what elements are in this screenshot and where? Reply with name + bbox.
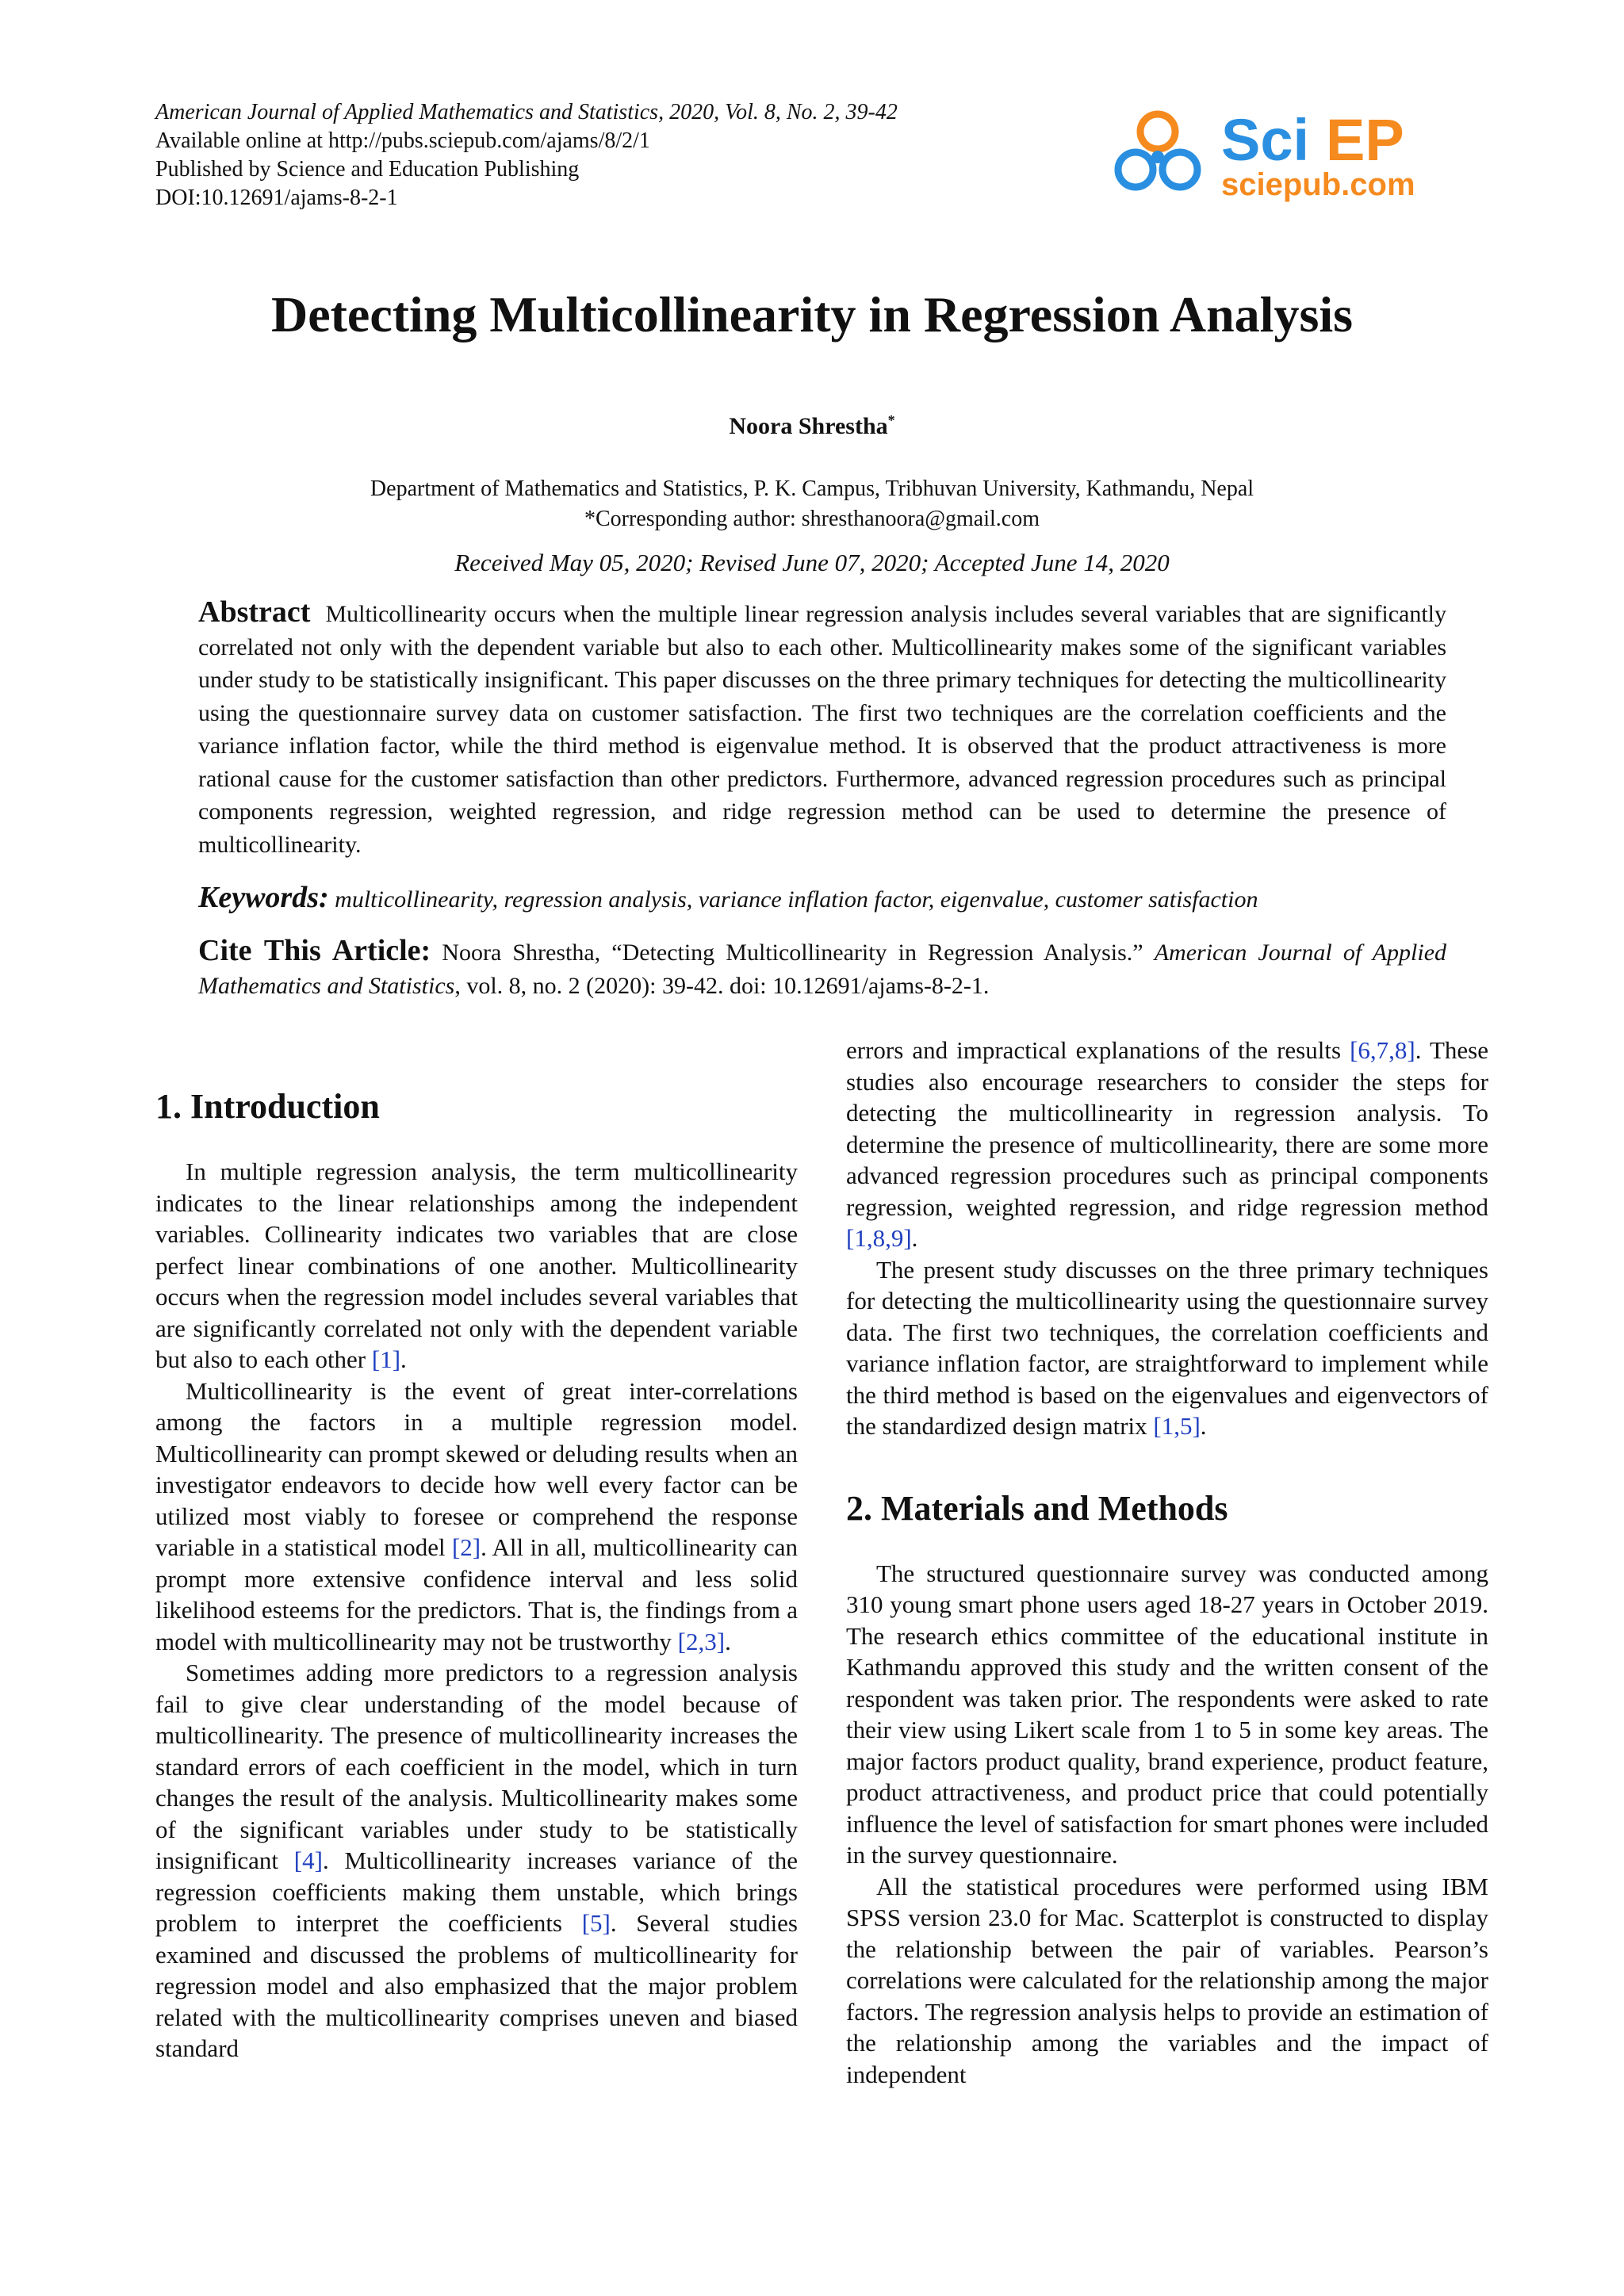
intro-paragraph-2	[155, 1376, 798, 1658]
citation-link[interactable]: [2]	[451, 1533, 481, 1561]
intro-p1-tail: .	[400, 1345, 407, 1373]
left-column	[155, 1086, 798, 2064]
cite-post: , vol. 8, no. 2 (2020): 39-42. doi: 10.12691/ajams-8-2-1.	[454, 973, 990, 999]
citation-link[interactable]: [2,3]	[677, 1627, 726, 1655]
intro-paragraph-1	[155, 1156, 798, 1376]
cite-label: Cite This Article:	[198, 934, 431, 967]
author-name: Noora Shrestha	[729, 413, 888, 439]
intro-p2-tail: .	[725, 1627, 731, 1655]
logo-url-text: sciepub.com	[1221, 167, 1415, 202]
journal-header	[155, 98, 898, 212]
right-column	[846, 1035, 1488, 2090]
intro-paragraph-5	[846, 1254, 1488, 1442]
publisher-line: Published by Science and Education Publishing	[155, 157, 580, 182]
cite-journal: American Journal of Applied Mathematics and Statistics	[198, 939, 1447, 999]
methods-paragraph-1: The structured questionnaire survey was conducted among 310 young smart phone users aged 18-27 years in October 2019. The research ethics committee of the educational institute in Kathmandu approved this study and the written consent of the respondent was taken prior. The respondents were asked to rate their view using Likert scale from 1 to 5 in some key areas. The major factors product quality, brand experience, product feature, product attractiveness, and product price that could potentially influence the level of satisfaction for smart phones were included in the survey questionnaire.	[846, 1559, 1489, 1869]
keywords	[198, 880, 1446, 915]
intro-p2-mid: . All in all, multicollinearity can prompt more extensive confidence interval and less solid likelihood esteems for the predictors. That is, the findings from a model with multicollinearity may not be trustworthy	[155, 1533, 798, 1655]
keywords-text: multicollinearity, regression analysis, variance inflation factor, eigenvalue, customer satisfaction	[335, 886, 1258, 913]
intro-p2-text: Multicollinearity is the event of great inter-correlations among the factors in a multiple regression model. Multicollinearity can prompt skewed or deluding results when an investigator endeavors to decide how well every factor can be utilized most viably to foresee or comprehend the response variable in a statistical model	[155, 1376, 798, 1561]
section-heading-introduction: 1. Introduction	[155, 1087, 380, 1126]
cite-this-article	[198, 934, 1446, 1003]
journal-citation-line: American Journal of Applied Mathematics and Statistics, 2020, Vol. 8, No. 2, 39-42	[155, 100, 898, 124]
intro-p4-mid: . These studies also encourage researchers to consider the steps for detecting the multicollinearity in regression analysis. To determine the presence of multicollinearity, there are some more advanced regression procedures such as principal components regression, weighted regression, and ridge regression method	[846, 1036, 1488, 1221]
intro-p4-tail: .	[911, 1224, 918, 1252]
doi-line: DOI:10.12691/ajams-8-2-1	[155, 186, 398, 210]
citation-link[interactable]: [1,5]	[1153, 1412, 1201, 1440]
methods-paragraph-2: All the statistical procedures were performed using IBM SPSS version 23.0 for Mac. Scatterplot is constructed to display the relationship between the pair of variables. Pearson’s correlations were calculated for the relationship among the major factors. The regression analysis helps to provide an estimation of the relationship among the variables and the impact of independent	[846, 1872, 1488, 2088]
sciep-logo	[1102, 101, 1475, 212]
abstract-text: Multicollinearity occurs when the multiple linear regression analysis includes several variables that are significantly correlated not only with the dependent variable but also to each other. Multicollinearity makes some of the significant variables under study to be statistically insignificant. This paper discusses on the three primary techniques for detecting the multicollinearity using the questionnaire survey data on customer satisfaction. The first two techniques are the correlation coefficients and the variance inflation factor, while the third method is eigenvalue method. It is observed that the product attractiveness is more rational cause for the customer satisfaction than other predictors. Furthermore, advanced regression procedures such as principal components regression, weighted regression, and ridge regression method can be used to determine the presence of multicollinearity.	[198, 601, 1446, 858]
intro-p4-text: errors and impractical explanations of the results	[846, 1036, 1342, 1064]
received-dates: Received May 05, 2020; Revised June 07, 2020; Accepted June 14, 2020	[454, 549, 1170, 576]
logo-sci-text: Sci	[1221, 107, 1310, 173]
paper-title: Detecting Multicollinearity in Regression Analysis	[270, 286, 1354, 342]
abstract-label: Abstract	[198, 595, 311, 629]
intro-p3-text: Sometimes adding more predictors to a regression analysis fail to give clear understanding of the model because of multicollinearity. The presence of multicollinearity increases the standard errors of each coefficient in the model, which in turn changes the result of the analysis. Multicollinearity makes some of the significant variables under study to be statistically insignificant	[155, 1659, 798, 1874]
keywords-label: Keywords:	[198, 881, 329, 914]
sciep-emblem-icon	[1118, 114, 1197, 187]
citation-link[interactable]: [4]	[293, 1846, 323, 1874]
corresponding-author-line: *Corresponding author: shresthanoora@gmail.com	[584, 507, 1040, 531]
abstract	[198, 596, 1446, 861]
citation-link[interactable]: [1,8,9]	[846, 1224, 912, 1252]
citation-link[interactable]: [1]	[371, 1345, 401, 1373]
available-online-line: Available online at http://pubs.sciepub.com/ajams/8/2/1	[155, 128, 650, 153]
intro-p5-tail: .	[1200, 1412, 1207, 1440]
affiliation-block	[0, 474, 1624, 534]
section-heading-materials-methods: 2. Materials and Methods	[846, 1488, 1228, 1528]
department-line: Department of Mathematics and Statistics, P. K. Campus, Tribhuvan University, Kathmandu, Nepal	[370, 476, 1254, 501]
intro-paragraph-3	[155, 1657, 798, 2064]
citation-link[interactable]: [5]	[581, 1909, 611, 1937]
author-line	[0, 412, 1624, 440]
intro-p1-text: In multiple regression analysis, the term multicollinearity indicates to the linear relationships among the independent variables. Collinearity indicates two variables that are close perfect linear combinations of one another. Multicollinearity occurs when the regression model includes several variables that are significantly correlated not only with the dependent variable but also to each other	[155, 1158, 798, 1373]
intro-p3-tail: . Several studies examined and discussed the problems of multicollinearity for regression model and also emphasized that the major problem related with the multicollinearity comprises uneven and biased standard	[155, 1909, 799, 2062]
author-mark: *	[887, 412, 895, 428]
logo-ep-text: EP	[1326, 107, 1404, 173]
citation-link[interactable]: [6,7,8]	[1350, 1036, 1415, 1064]
intro-p5-text: The present study discusses on the three primary techniques for detecting the multicollinearity using the questionnaire survey data. The first two techniques, the correlation coefficients and variance inflation factor, are straightforward to implement while the third method is based on the eigenvalues and eigenvectors of the standardized design matrix	[846, 1255, 1488, 1440]
intro-paragraph-4	[846, 1035, 1488, 1254]
cite-pre: Noora Shrestha, “Detecting Multicollinearity in Regression Analysis.”	[442, 939, 1143, 966]
intro-p3-mid: . Multicollinearity increases variance of the regression coefficients making them unstable, which brings problem to interpret the coefficients	[155, 1846, 798, 1937]
